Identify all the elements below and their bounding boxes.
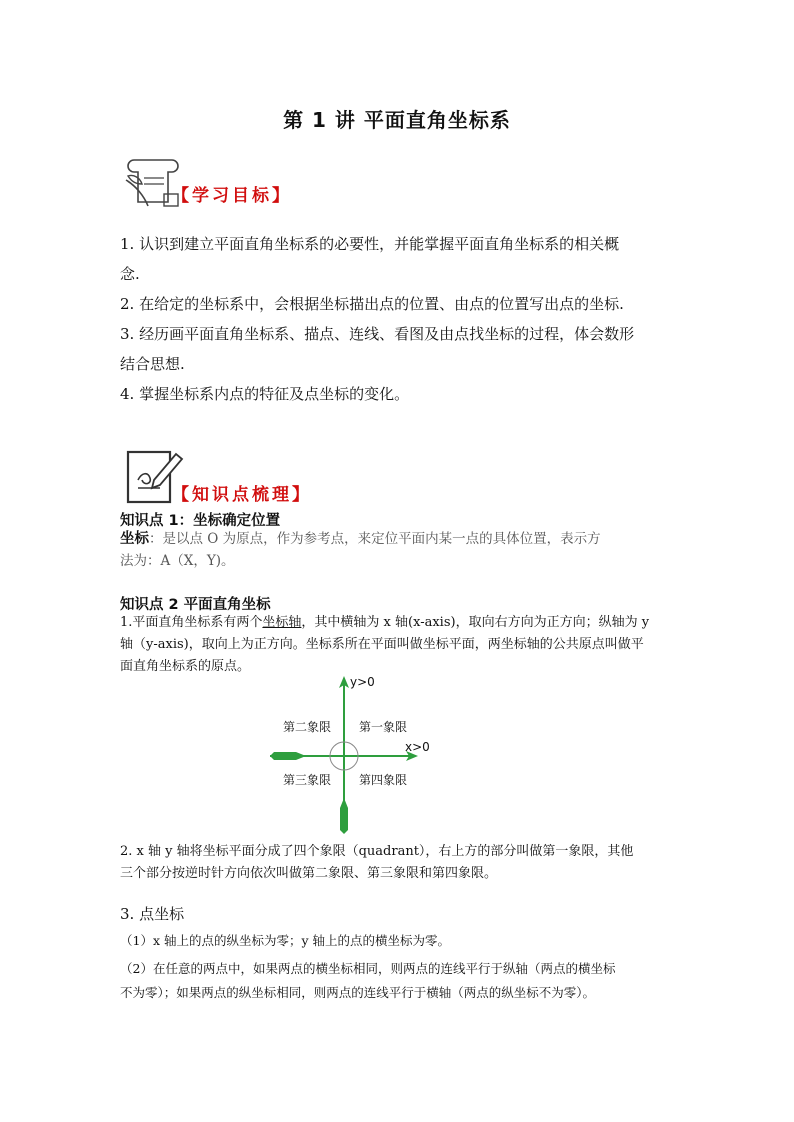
x-label: x>0: [405, 740, 430, 754]
objectives-list: [120, 229, 680, 409]
y-axis-tail-icon: [340, 798, 348, 834]
coordinate-diagram: [260, 672, 440, 836]
objective-line: 3. 经历画平面直角坐标系、描点、连线、看图及由点找坐标的过程，体会数形: [120, 325, 635, 343]
quadrant-1-label: 第一象限: [359, 720, 408, 734]
knowledge-point-3-body: [120, 929, 700, 1005]
p2-line1: 2. x 轴 y 轴将坐标平面分成了四个象限（quadrant），右上方的部分叫做第一象限，其他: [120, 844, 634, 859]
p2-line2: 三个部分按逆时针方向依次叫做第二象限、第三象限和第四象限。: [120, 866, 498, 881]
p1-a: 1.平面直角坐标系有两个: [120, 615, 263, 630]
knowledge-point-2-heading: 知识点 2 平面直角坐标: [120, 597, 271, 613]
p1-line2: 轴（y-axis)，取向上为正方向。坐标系所在平面叫做坐标平面，两坐标轴的公共原点叫做平: [120, 637, 644, 652]
point3-item1: （1）x 轴上的点的纵坐标为零；y 轴上的点的横坐标为零。: [120, 933, 451, 948]
term-axis: 坐标轴: [262, 615, 302, 630]
knowledge-point-3-heading: 3. 点坐标: [120, 905, 185, 923]
objective-line: 结合思想.: [120, 355, 185, 373]
objective-line: 念.: [120, 265, 140, 283]
point1-line2: 法为：A（X，Y)。: [120, 553, 235, 569]
objectives-banner: 【学习目标】: [172, 186, 292, 206]
point3-item2-line1: （2）在任意的两点中，如果两点的横坐标相同，则两点的连线平行于纵轴（两点的横坐标: [120, 961, 616, 976]
knowledge-point-2-body: [120, 612, 700, 678]
objective-line: 2. 在给定的坐标系中，会根据坐标描出点的位置、由点的位置写出点的坐标.: [120, 295, 624, 313]
quadrant-3-label: 第三象限: [283, 773, 332, 787]
quadrant-4-label: 第四象限: [359, 773, 408, 787]
p1-b: ，其中横轴为 x 轴(x-axis)，取向右方向为正方向；纵轴为 y: [301, 615, 650, 630]
knowledge-banner: 【知识点梳理】: [172, 485, 312, 505]
p1-line3: 面直角坐标系的原点。: [120, 659, 251, 674]
term-coordinate: 坐标: [120, 531, 149, 547]
point1-line1: ：是以点 O 为原点，作为参考点，来定位平面内某一点的具体位置，表示方: [149, 531, 601, 547]
x-axis-tail-icon: [270, 752, 306, 760]
objective-line: 1. 认识到建立平面直角坐标系的必要性，并能掌握平面直角坐标系的相关概: [120, 235, 620, 253]
knowledge-point-1-body: [120, 528, 690, 572]
point3-item2-line2: 不为零）；如果两点的纵坐标相同，则两点的连线平行于横轴（两点的纵坐标不为零）。: [120, 985, 596, 1000]
knowledge-point-2-para-2: [120, 841, 700, 885]
knowledge-point-1-heading: 知识点 1：坐标确定位置: [120, 513, 281, 529]
objective-line: 4. 掌握坐标系内点的特征及点坐标的变化。: [120, 385, 410, 403]
page-title: 第 1 讲 平面直角坐标系: [283, 108, 511, 132]
y-label: y>0: [350, 675, 375, 689]
quadrant-2-label: 第二象限: [283, 720, 332, 734]
